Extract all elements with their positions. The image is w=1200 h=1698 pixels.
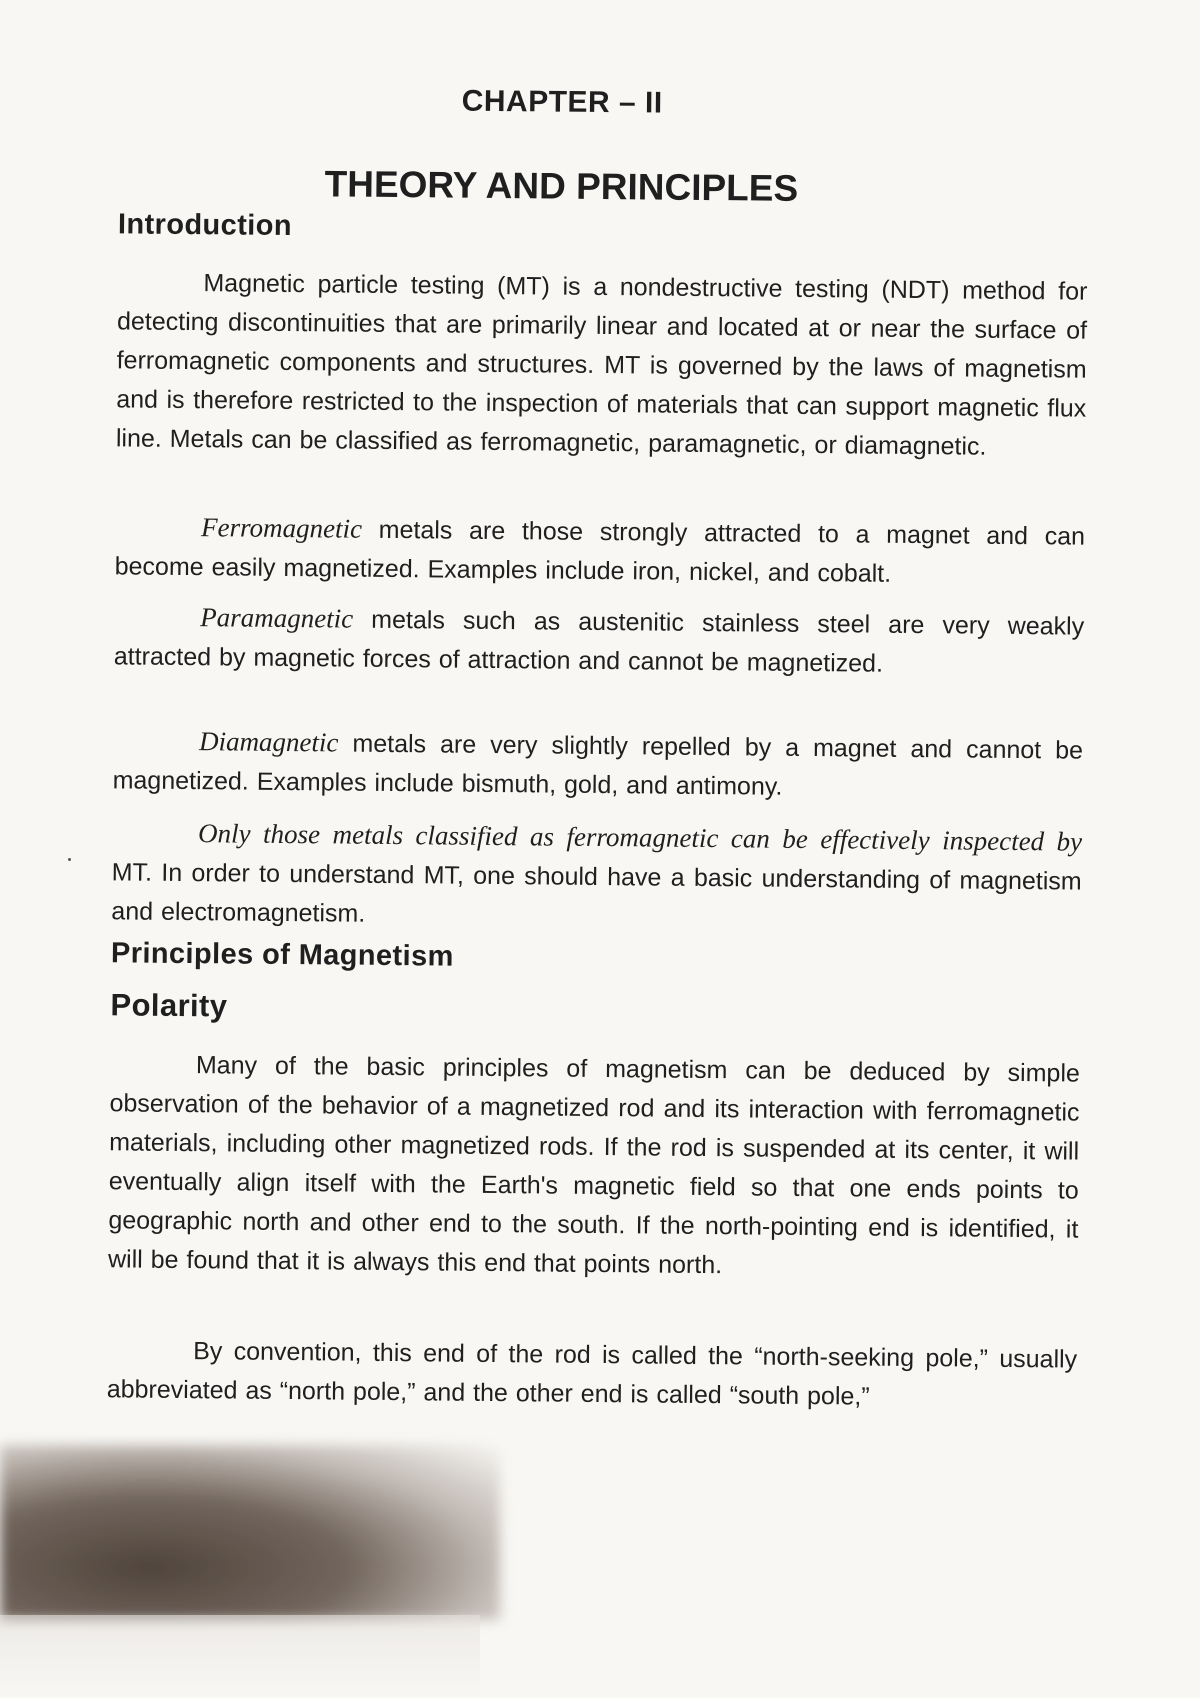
- section-heading-polarity: Polarity: [110, 987, 228, 1024]
- italic-statement: Only those metals classified as ferromagnetic can be effectively inspected by: [197, 818, 1083, 857]
- section-heading-introduction: Introduction: [117, 208, 293, 243]
- paragraph-diamagnetic: [112, 721, 1083, 809]
- term-paramagnetic: Paramagnetic: [200, 602, 354, 634]
- paragraph-ferromagnetic-inspection: [111, 813, 1082, 940]
- paragraph-paramagnetic-text: metals such as austenitic stainless steel are very weakly attracted by magnetic forces of attraction and cannot be magnetized.: [113, 605, 1085, 678]
- paragraph-polarity: Many of the basic principles of magnetism can be deduced by simple observation of the behavior of a magnetized rod and its interaction with ferromagnetic materials, including other magnetized rods. If the rod is suspended at its center, it will eventually align itself with the Earth's magnetic field so that one ends points to geographic north and other end to the south. If the north-pointing end is identified, it will be found that it is always this end that points north.: [107, 1051, 1081, 1280]
- section-heading-principles-of-magnetism: Principles of Magnetism: [110, 937, 454, 973]
- paragraph-introduction: Magnetic particle testing (MT) is a nondestructive testing (NDT) method for detecting discontinuities that are primarily linear and located at or near the surface of ferromagnetic components and structures. MT is governed by the laws of magnetism and is therefore restricted to the inspection of materials that can support magnetic flux line. Metals can be classified as ferromagnetic, paramagnetic, or diamagnetic.: [115, 269, 1088, 461]
- paragraph-diamagnetic-text: metals are very slightly repelled by a magnet and cannot be magnetized. Examples include bismuth, gold, and antimony.: [112, 729, 1084, 801]
- term-ferromagnetic: Ferromagnetic: [200, 512, 363, 544]
- paragraph-north-seeking-pole: By convention, this end of the rod is called the “north-seeking pole,” usually abbreviated as “north pole,” and the other end is called “south pole,”: [106, 1337, 1078, 1411]
- paragraph-inspection-text: MT. In order to understand MT, one should have a basic understanding of magnetism and electromagnetism.: [111, 858, 1082, 928]
- chapter-label: CHAPTER – II: [461, 84, 663, 120]
- term-diamagnetic: Diamagnetic: [198, 726, 339, 758]
- paragraph-ferromagnetic: [115, 507, 1086, 595]
- scan-speck: [68, 858, 71, 861]
- page-title: THEORY AND PRINCIPLES: [324, 163, 799, 209]
- paragraph-paramagnetic: [114, 597, 1085, 685]
- paragraph-ferromagnetic-text: metals are those strongly attracted to a magnet and can become easily magnetized. Examples include iron, nickel, and cobalt.: [114, 515, 1086, 588]
